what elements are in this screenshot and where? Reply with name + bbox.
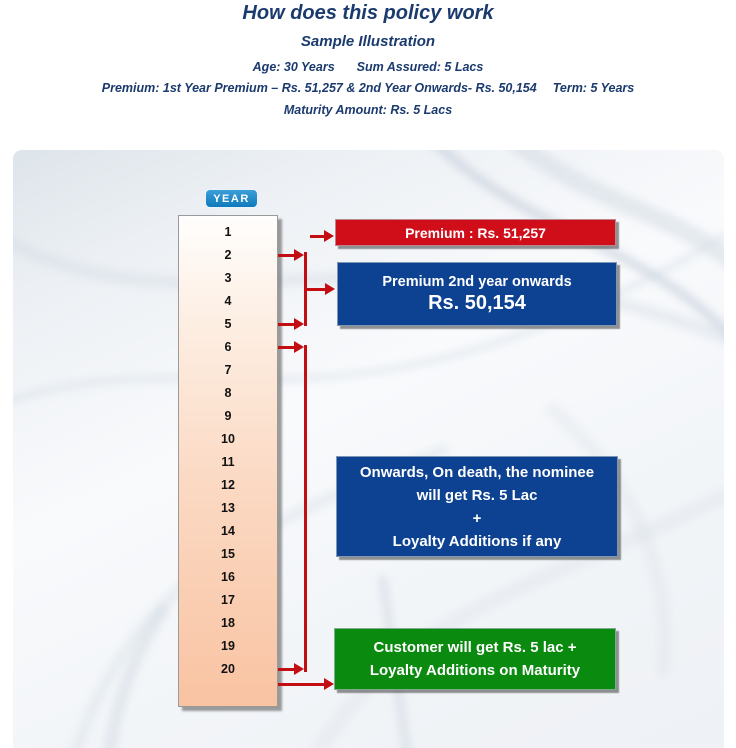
arrow-shaft [278,346,294,349]
maturity-benefit-line1: Customer will get Rs. 5 lac + [373,639,577,656]
death-benefit-line4: Loyalty Additions if any [392,532,562,550]
year-cell: 19 [221,639,235,653]
age-sum-assured-line [0,60,736,74]
arrow-shaft [310,235,324,238]
year-cell: 11 [221,455,235,469]
death-benefit-line1: Onwards, On death, the nominee [359,463,595,481]
year-cell: 9 [224,409,232,423]
arrow-head-icon [324,678,334,690]
arrow-shaft [278,668,294,671]
diagram-panel [13,150,724,748]
year-column [178,215,278,707]
year-cell: 17 [221,593,235,607]
page-subtitle: Sample Illustration [300,33,436,50]
arrow-head-icon [294,663,304,675]
age-text: Age: 30 Years [252,60,335,74]
death-benefit-plus: + [472,509,482,527]
year-cell: 18 [221,616,235,630]
year-cell: 14 [221,524,235,538]
arrow-shaft [307,288,325,291]
year-cell: 16 [221,570,235,584]
arrow-shaft [278,683,324,686]
sum-assured-text: Sum Assured: 5 Lacs [356,60,484,74]
premium-onwards-label: Premium 2nd year onwards [382,273,572,290]
premium-term-line [0,81,736,95]
year-cell: 8 [224,386,232,400]
year-cell: 7 [224,363,232,377]
death-benefit-line2: will get Rs. 5 Lac [416,486,538,504]
premium-text: Premium: 1st Year Premium – Rs. 51,257 & 2nd Year Onwards- Rs. 50,154 [101,81,537,95]
year-badge: YEAR [205,189,258,208]
first-year-premium-box [335,219,616,246]
arrow-year6-to-connector [278,341,304,353]
term-text: Term: 5 Years [552,81,635,95]
year-cell: 10 [221,432,235,446]
arrow-year20-to-connector [278,663,304,675]
arrow-head-icon [294,341,304,353]
connector-line-years-6-20 [304,345,307,672]
death-benefit-box [336,456,618,557]
arrow-year20-to-maturity-box [278,678,334,690]
arrow-year2-to-connector [278,249,304,261]
maturity-amount-line: Maturity Amount: Rs. 5 Lacs [283,103,453,117]
year-cell: 2 [224,248,232,262]
arrow-shaft [278,254,294,257]
maturity-benefit-line2: Loyalty Additions on Maturity [369,662,581,679]
arrow-head-icon [324,230,334,242]
arrow-head-icon [294,318,304,330]
arrow-head-icon [294,249,304,261]
year-cell: 12 [221,478,235,492]
arrow-head-icon [325,283,335,295]
first-year-premium-text: Premium : Rs. 51,257 [405,224,546,241]
premium-onwards-amount: Rs. 50,154 [428,291,526,314]
premium-onwards-box [337,262,617,326]
year-cell: 3 [224,271,232,285]
year-cell: 5 [224,317,232,331]
year-cell: 15 [221,547,235,561]
year-cell: 20 [221,662,235,676]
arrow-shaft [278,323,294,326]
year-cell: 6 [224,340,232,354]
arrow-year1-to-premium-box [310,230,334,242]
year-cell: 13 [221,501,235,515]
year-cell: 1 [224,225,232,239]
page-title: How does this policy work [242,2,494,24]
arrow-connector-to-onwards-box [307,283,335,295]
year-cell: 4 [224,294,232,308]
maturity-benefit-box [334,628,616,690]
arrow-year5-to-connector [278,318,304,330]
